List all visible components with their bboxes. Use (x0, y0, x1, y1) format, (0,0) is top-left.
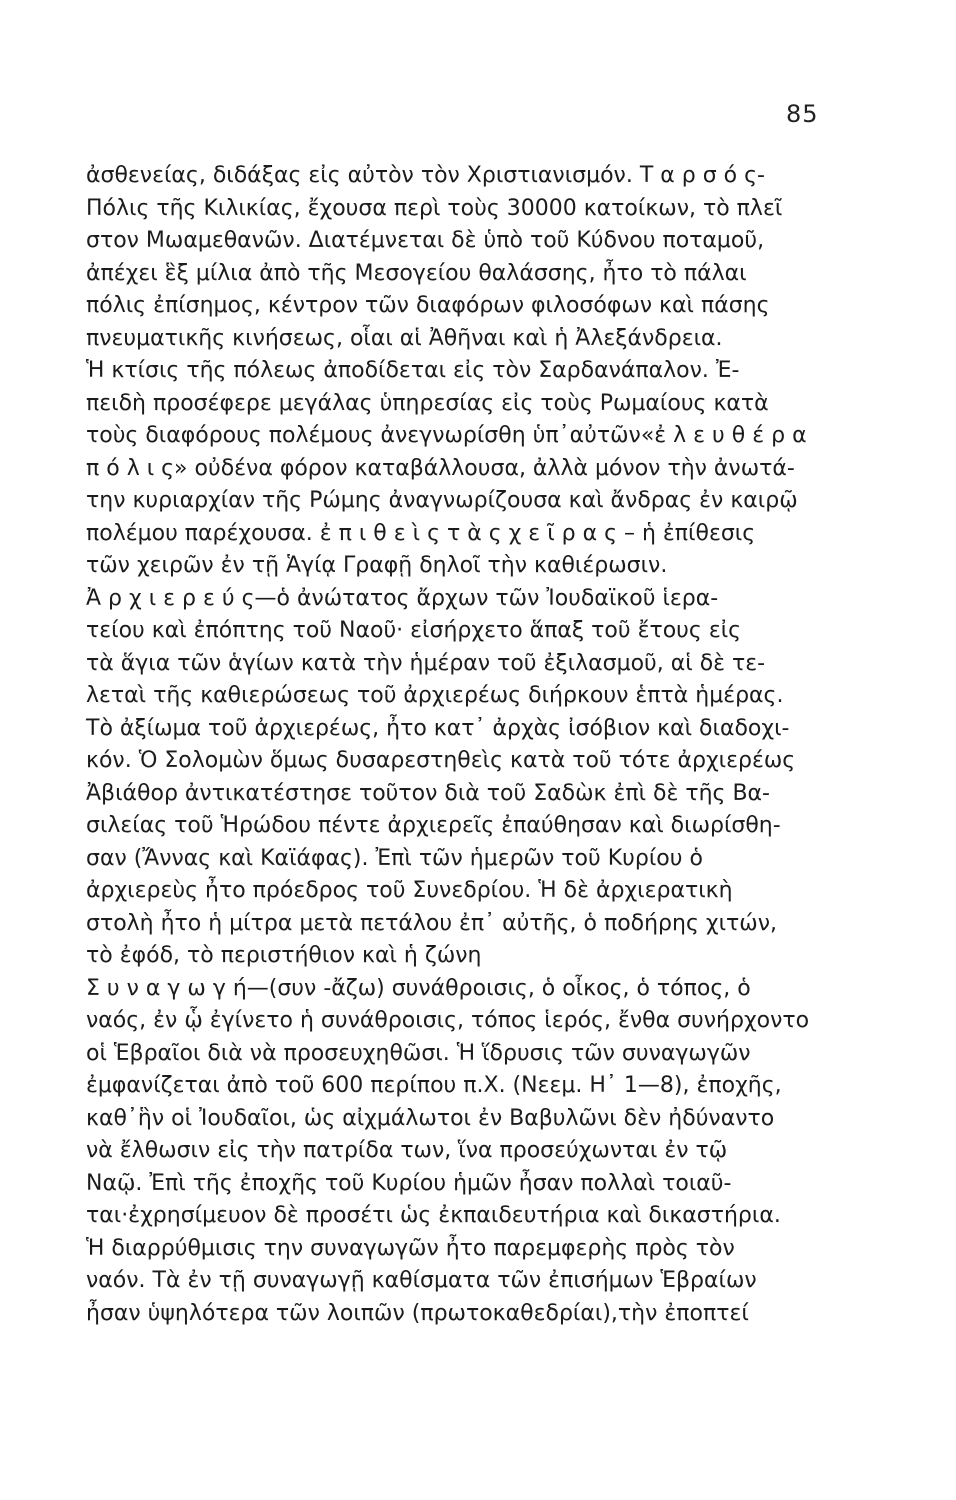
text-line: ται·ἐχρησίμευον δὲ προσέτι ὡς ἐκπαιδευτήρια καὶ δικαστήρια. (86, 1203, 781, 1228)
text-line: ἐμφανίζεται ἀπὸ τοῦ 600 περίπου π.Χ. (Νεεμ. Η᾽ 1—8), ἐποχῆς, (86, 1073, 782, 1098)
text-line: πνευματικῆς κινήσεως, οἷαι αἱ Ἀθῆναι καὶ ἡ Ἀλεξάνδρεια. (86, 325, 723, 351)
text-line: σιλείας τοῦ Ἡρώδου πέντε ἀρχιερεῖς ἐπαύθησαν καὶ διωρίσθη- (86, 813, 781, 838)
text-line: ναόν. Τὰ ἐν τῇ συναγωγῇ καθίσματα τῶν ἐπισήμων Ἑβραίων (86, 1268, 757, 1293)
text-line: Ναῷ. Ἐπὶ τῆς ἐποχῆς τοῦ Κυρίου ἡμῶν ἦσαν πολλαὶ τοιαῦ- (86, 1170, 732, 1196)
text-line: ἀρχιερεὺς ἦτο πρόεδρος τοῦ Συνεδρίου. Ἡ δὲ ἀρχιερατικὴ (86, 878, 733, 903)
text-line: Τὸ ἀξίωμα τοῦ ἀρχιερέως, ἦτο κατ᾽ ἀρχὰς ἰσόβιον καὶ διαδοχι- (86, 715, 790, 741)
page-number: 85 (786, 100, 819, 128)
body-text (86, 160, 866, 1330)
text-line: πόλις ἐπίσημος, κέντρον τῶν διαφόρων φιλοσόφων καὶ πάσης (86, 293, 770, 318)
text-line: πειδὴ προσέφερε μεγάλας ὑπηρεσίας εἰς τοὺς Ρωμαίους κατὰ (86, 390, 769, 416)
text-line: τοὺς διαφόρους πολέμους ἀνεγνωρίσθη ὑπ᾽αὐτῶν«ἐ λ ε υ θ έ ρ α (86, 423, 807, 448)
text-line: Ἡ διαρρύθμισις την συναγωγῶν ἦτο παρεμφερὴς πρὸς τὸν (86, 1235, 735, 1261)
text-line: πολέμου παρέχουσα. ἐ π ι θ ε ὶ ς τ ὰ ς χ ε ῖ ρ α ς – ἡ ἐπίθεσις (86, 520, 756, 546)
text-line: τείου καὶ ἐπόπτης τοῦ Ναοῦ· εἰσήρχετο ἅπαξ τοῦ ἔτους εἰς (86, 618, 742, 643)
text-line: σαν (Ἄννας καὶ Καϊάφας). Ἐπὶ τῶν ἡμερῶν τοῦ Κυρίου ὁ (86, 845, 703, 871)
text-line: λεταὶ τῆς καθιερώσεως τοῦ ἀρχιερέως διήρκουν ἑπτὰ ἡμέρας. (86, 683, 784, 708)
text-line: τῶν χειρῶν ἐν τῇ Ἁγίᾳ Γραφῇ δηλοῖ τὴν καθιέρωσιν. (86, 553, 668, 578)
text-line: στολὴ ἦτο ἡ μίτρα μετὰ πετάλου ἐπ᾽ αὐτῆς, ὁ ποδήρης χιτών, (86, 910, 777, 936)
text-line: π ό λ ι ς» οὐδένα φόρον καταβάλλουσα, ἀλλὰ μόνον τὴν ἀνωτά- (86, 455, 795, 481)
text-line: τὰ ἅγια τῶν ἁγίων κατὰ τὴν ἡμέραν τοῦ ἐξιλασμοῦ, αἱ δὲ τε- (86, 650, 766, 676)
text-line: στον Μωαμεθανῶν. Διατέμνεται δὲ ὑπὸ τοῦ Κύδνου ποταμοῦ, (86, 228, 765, 253)
text-line: Ἀβιάθορ ἀντικατέστησε τοῦτον διὰ τοῦ Σαδὼκ ἐπὶ δὲ τῆς Βα- (86, 780, 770, 806)
text-line: ἦσαν ὑψηλότερα τῶν λοιπῶν (πρωτοκαθεδρίαι),τὴν ἐποπτεί (86, 1300, 749, 1326)
text-line: οἱ Ἑβραῖοι διὰ νὰ προσευχηθῶσι. Ἡ ἵδρυσις τῶν συναγωγῶν (86, 1040, 751, 1066)
text-line: Ἡ κτίσις τῆς πόλεως ἀποδίδεται εἰς τὸν Σαρδανάπαλον. Ἐ- (86, 358, 740, 383)
text-line: Ἀ ρ χ ι ε ρ ε ύ ς—ὁ ἀνώτατος ἄρχων τῶν Ἰουδαϊκοῦ ἱερα- (86, 585, 719, 611)
text-line: ἀσθενείας, διδάξας εἰς αὐτὸν τὸν Χριστιανισμόν. Τ α ρ σ ό ς- (86, 163, 765, 188)
text-line: ναός, ἐν ᾧ ἐγίνετο ἡ συνάθροισις, τόπος ἱερός, ἔνθα συνήρχοντο (86, 1008, 810, 1033)
text-line: κόν. Ὁ Σολομὼν ὅμως δυσαρεστηθεὶς κατὰ τοῦ τότε ἀρχιερέως (86, 748, 796, 773)
text-line: καθ᾽ἣν οἱ Ἰουδαῖοι, ὡς αἰχμάλωτοι ἐν Βαβυλῶνι δὲν ἠδύναντο (86, 1105, 775, 1131)
text-line: Πόλις τῆς Κιλικίας, ἔχουσα περὶ τοὺς 30000 κατοίκων, τὸ πλεῖ (86, 195, 783, 221)
text-line: νὰ ἔλθωσιν εἰς τὴν πατρίδα των, ἵνα προσεύχωνται ἐν τῷ (86, 1138, 728, 1163)
text-line: τὸ ἐφόδ, τὸ περιστήθιον καὶ ἡ ζώνη (86, 943, 482, 968)
text-line: Σ υ ν α γ ω γ ή—(συν -ἄζω) συνάθροισις, ὁ οἶκος, ὁ τόπος, ὁ (86, 975, 751, 1001)
text-line: την κυριαρχίαν τῆς Ρώμης ἀναγνωρίζουσα καὶ ἄνδρας ἐν καιρῷ (86, 488, 798, 513)
text-line: ἀπέχει ἓξ μίλια ἀπὸ τῆς Μεσογείου θαλάσσης, ἦτο τὸ πάλαι (86, 260, 747, 286)
